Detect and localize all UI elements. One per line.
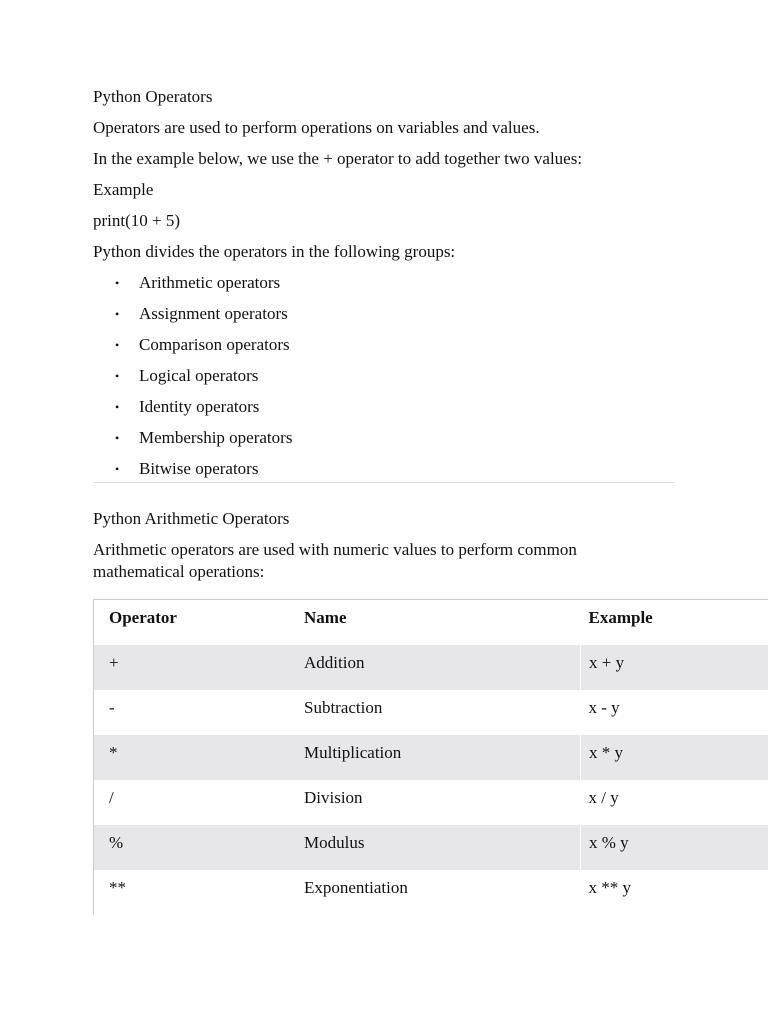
cell-operator: / bbox=[109, 788, 114, 807]
page-title: Python Operators bbox=[93, 87, 213, 106]
table-row bbox=[94, 780, 768, 825]
bullet-icon: • bbox=[115, 369, 120, 383]
list-item bbox=[93, 458, 768, 480]
column-header-operator: Operator bbox=[109, 608, 177, 627]
list-item-label: Bitwise operators bbox=[139, 459, 259, 478]
groups-intro: Python divides the operators in the following groups: bbox=[93, 242, 456, 261]
table-row bbox=[94, 870, 768, 915]
cell-example: x ** y bbox=[588, 878, 631, 897]
list-item-label: Identity operators bbox=[139, 397, 260, 416]
table-row bbox=[94, 645, 768, 690]
list-item-label: Comparison operators bbox=[139, 335, 290, 354]
section-divider bbox=[93, 482, 675, 483]
cell-example: x - y bbox=[588, 698, 620, 717]
cell-operator: - bbox=[109, 698, 115, 717]
cell-name: Addition bbox=[304, 645, 581, 690]
list-item bbox=[93, 365, 768, 387]
list-item-label: Assignment operators bbox=[139, 304, 288, 323]
list-item-label: Membership operators bbox=[139, 428, 293, 447]
cell-name: Multiplication bbox=[304, 735, 581, 780]
list-item bbox=[93, 396, 768, 418]
list-item bbox=[93, 303, 768, 325]
table-header-row bbox=[94, 600, 768, 646]
cell-operator: * bbox=[94, 735, 305, 780]
example-intro: In the example below, we use the + operator to add together two values: bbox=[93, 149, 583, 168]
cell-example: x * y bbox=[581, 735, 768, 780]
cell-operator: + bbox=[94, 645, 305, 690]
cell-name: Division bbox=[304, 788, 363, 807]
table-row bbox=[94, 735, 768, 780]
list-item-label: Logical operators bbox=[139, 366, 259, 385]
cell-example: x % y bbox=[581, 825, 768, 870]
column-header-name: Name bbox=[304, 608, 347, 627]
document-page bbox=[93, 86, 768, 897]
cell-operator: ** bbox=[109, 878, 126, 897]
list-item bbox=[93, 334, 768, 356]
cell-name: Subtraction bbox=[304, 698, 383, 717]
bullet-icon: • bbox=[115, 462, 120, 476]
cell-operator: % bbox=[94, 825, 305, 870]
bullet-icon: • bbox=[115, 400, 120, 414]
section-title: Python Arithmetic Operators bbox=[93, 509, 290, 528]
bullet-icon: • bbox=[115, 307, 120, 321]
table-row bbox=[94, 690, 768, 735]
list-item bbox=[93, 272, 768, 294]
example-code: print(10 + 5) bbox=[93, 211, 181, 230]
bullet-icon: • bbox=[115, 338, 120, 352]
section-description: Arithmetic operators are used with numeric values to perform common mathematical operations: bbox=[93, 540, 577, 581]
column-header-example: Example bbox=[588, 608, 653, 627]
cell-example: x + y bbox=[581, 645, 768, 690]
intro-description: Operators are used to perform operations on variables and values. bbox=[93, 118, 540, 137]
list-item-label: Arithmetic operators bbox=[139, 273, 281, 292]
arithmetic-operators-table bbox=[93, 599, 768, 915]
cell-name: Modulus bbox=[304, 825, 581, 870]
bullet-icon: • bbox=[115, 431, 120, 445]
list-item bbox=[93, 427, 768, 449]
cell-name: Exponentiation bbox=[304, 878, 408, 897]
example-label: Example bbox=[93, 180, 154, 199]
cell-example: x / y bbox=[588, 788, 619, 807]
bullet-icon: • bbox=[115, 276, 120, 290]
operator-groups-list bbox=[93, 272, 768, 480]
table-row bbox=[94, 825, 768, 870]
